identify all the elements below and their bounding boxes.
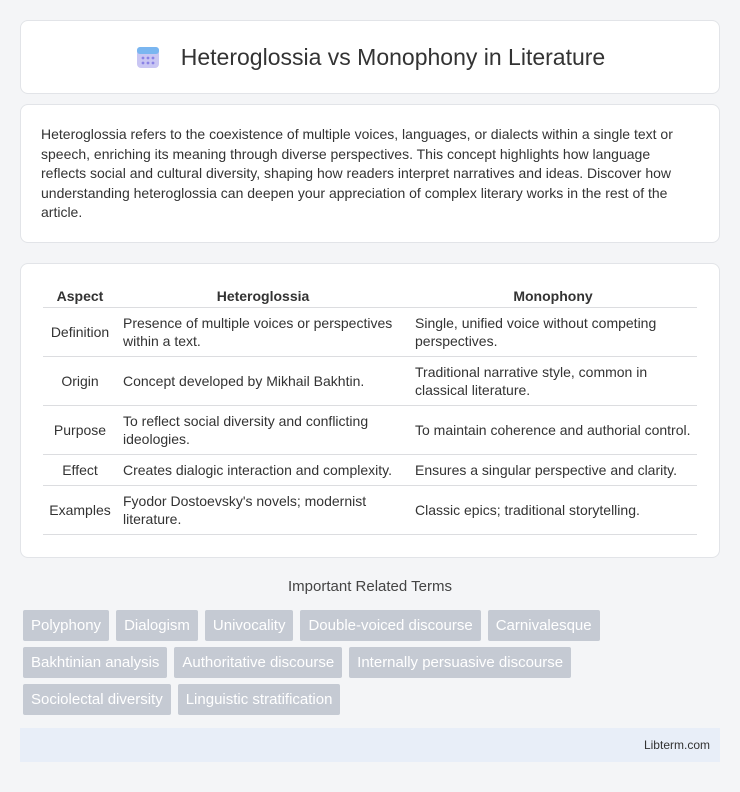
- tag-carnivalesque[interactable]: Carnivalesque: [488, 610, 600, 641]
- tag-authoritative-discourse[interactable]: Authoritative discourse: [174, 647, 342, 678]
- cell-aspect: Purpose: [43, 406, 117, 455]
- calendar-grid-icon: [135, 44, 161, 70]
- table-row: [43, 486, 697, 535]
- title-card: [20, 20, 720, 94]
- intro-paragraph: Heteroglossia refers to the coexistence of multiple voices, languages, or dialects within a single text or speech, enriching its meaning through diverse perspectives. This concept highlights how language reflects social and cultural diversity, shaping how readers interpret narratives and ideas. Discover how understanding heteroglossia can deepen your appreciation of complex literary works in the rest of the article.: [41, 126, 673, 220]
- tag-sociolectal-diversity[interactable]: Sociolectal diversity: [23, 684, 171, 715]
- comparison-table-card: [20, 263, 720, 558]
- column-header-heteroglossia: Heteroglossia: [117, 286, 409, 308]
- cell-aspect: Examples: [43, 486, 117, 535]
- cell-heteroglossia: Concept developed by Mikhail Bakhtin.: [117, 357, 409, 406]
- cell-monophony: Single, unified voice without competing perspectives.: [409, 308, 697, 357]
- footer-site-link[interactable]: Libterm.com: [643, 738, 710, 752]
- footer: [20, 728, 720, 762]
- table-header-row: [43, 286, 697, 308]
- tag-dialogism[interactable]: Dialogism: [116, 610, 198, 641]
- table-row: [43, 308, 697, 357]
- cell-heteroglossia: Fyodor Dostoevsky's novels; modernist literature.: [117, 486, 409, 535]
- tag-row: [23, 684, 703, 715]
- tag-linguistic-stratification[interactable]: Linguistic stratification: [178, 684, 341, 715]
- table-row: [43, 406, 697, 455]
- cell-aspect: Definition: [43, 308, 117, 357]
- cell-aspect: Effect: [43, 455, 117, 486]
- tag-row: [23, 610, 703, 641]
- related-terms-tags: [23, 610, 703, 721]
- tag-univocality[interactable]: Univocality: [205, 610, 294, 641]
- cell-heteroglossia: Creates dialogic interaction and complexity.: [117, 455, 409, 486]
- tag-bakhtinian-analysis[interactable]: Bakhtinian analysis: [23, 647, 167, 678]
- cell-monophony: Traditional narrative style, common in classical literature.: [409, 357, 697, 406]
- cell-monophony: Ensures a singular perspective and clarity.: [409, 455, 697, 486]
- cell-monophony: Classic epics; traditional storytelling.: [409, 486, 697, 535]
- tag-polyphony[interactable]: Polyphony: [23, 610, 109, 641]
- table-row: [43, 357, 697, 406]
- cell-monophony: To maintain coherence and authorial control.: [409, 406, 697, 455]
- cell-heteroglossia: Presence of multiple voices or perspectives within a text.: [117, 308, 409, 357]
- cell-aspect: Origin: [43, 357, 117, 406]
- column-header-monophony: Monophony: [409, 286, 697, 308]
- column-header-aspect: Aspect: [43, 286, 117, 308]
- tag-row: [23, 647, 703, 678]
- related-terms-heading: Important Related Terms: [288, 578, 452, 595]
- comparison-table: [43, 286, 697, 535]
- cell-heteroglossia: To reflect social diversity and conflicting ideologies.: [117, 406, 409, 455]
- intro-card: [20, 104, 720, 243]
- table-row: [43, 455, 697, 486]
- page-title: Heteroglossia vs Monophony in Literature: [180, 43, 606, 70]
- tag-internally-persuasive-discourse[interactable]: Internally persuasive discourse: [349, 647, 571, 678]
- tag-double-voiced-discourse[interactable]: Double-voiced discourse: [300, 610, 480, 641]
